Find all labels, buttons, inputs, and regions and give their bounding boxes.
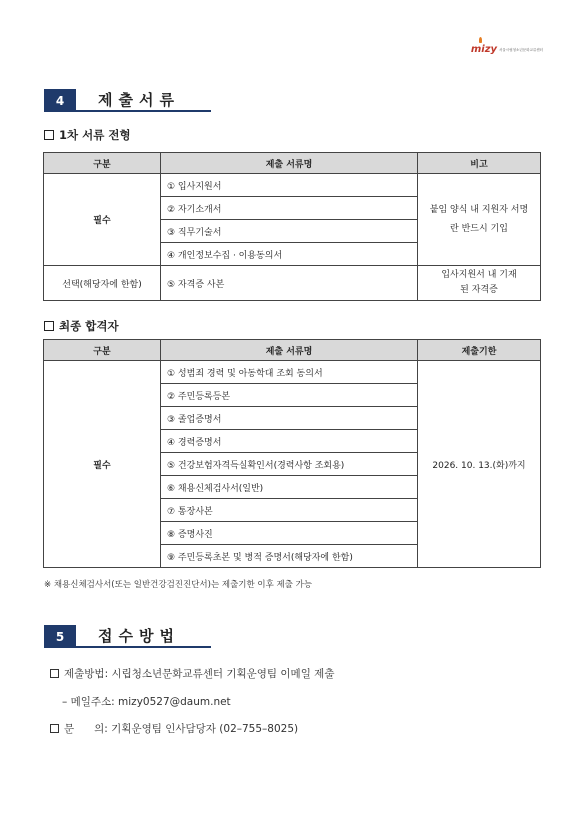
checkbox-square-icon [44, 321, 54, 331]
logo [471, 44, 543, 55]
table-row: ③ 직무기술서 [44, 220, 541, 243]
round1-table [43, 152, 541, 301]
section-title: 접수방법 [76, 625, 211, 648]
table-row: ④ 경력증명서 [44, 430, 541, 453]
section-number: 4 [44, 89, 76, 112]
submission-method: 제출방법: 시립청소년문화교류센터 기획운영팀 이메일 제출 [50, 666, 334, 681]
table-row: 필수 ① 성범죄 경력 및 아동학대 조회 동의서 2026. 10. 13.(화)까지 [44, 361, 541, 384]
table-row: ⑧ 증명사진 [44, 522, 541, 545]
section-title: 제출서류 [76, 89, 211, 112]
table-row: ③ 졸업증명서 [44, 407, 541, 430]
section-5-header [44, 625, 211, 648]
table-row: ⑦ 통장사본 [44, 499, 541, 522]
table-row: 필수 ① 입사지원서 붙임 양식 내 지원자 서명란 반드시 기입 [44, 174, 541, 197]
checkbox-square-icon [44, 130, 54, 140]
submission-email: – 메일주소: mizy0527@daum.net [62, 696, 231, 708]
table-row: 선택(해당자에 한함) ⑤ 자격증 사본 입사지원서 내 기재된 자격증 [44, 266, 541, 301]
table-row: ② 자기소개서 [44, 197, 541, 220]
table-row: ④ 개인정보수집 · 이용동의서 [44, 243, 541, 266]
table-row: ⑤ 건강보험자격득실확인서(경력사항 조회용) [44, 453, 541, 476]
table-row: ⑨ 주민등록초본 및 병적 증명서(해당자에 한함) [44, 545, 541, 568]
table-row: ② 주민등록등본 [44, 384, 541, 407]
submission-inquiry: 문 의: 기획운영팀 인사담당자 (02–755–8025) [50, 721, 298, 736]
section-4-header [44, 89, 211, 112]
table-row: ⑥ 채용신체검사서(일반) [44, 476, 541, 499]
final-heading: 최종 합격자 [44, 318, 119, 334]
footnote: ※ 채용신체검사서(또는 일반건강검진진단서)는 제출기한 이후 제출 가능 [44, 580, 313, 590]
table-header-row: 구분 제출 서류명 제출기한 [44, 340, 541, 361]
checkbox-square-icon [50, 724, 59, 733]
round1-heading: 1차 서류 전형 [44, 127, 131, 143]
logo-tagline: 서울시립청소년문화교류센터 [499, 48, 543, 52]
flame-icon [479, 37, 482, 43]
final-table [43, 339, 541, 568]
section-number: 5 [44, 625, 76, 648]
checkbox-square-icon [50, 669, 59, 678]
logo-brand: mizy [471, 44, 497, 55]
table-header-row: 구분 제출 서류명 비고 [44, 153, 541, 174]
